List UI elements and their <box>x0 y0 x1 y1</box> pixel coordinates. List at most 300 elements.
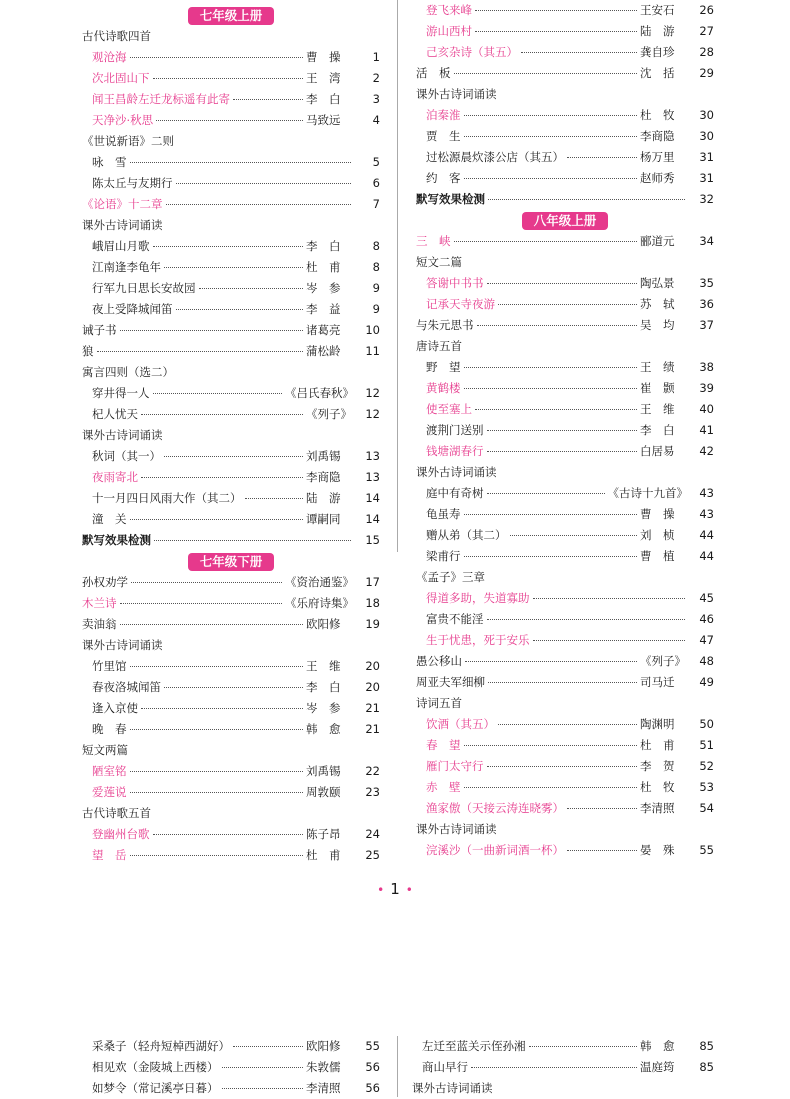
entry-page: 8 <box>372 239 380 253</box>
entry-title: 黄鹤楼 <box>426 381 461 395</box>
toc-entry[interactable] <box>82 467 380 488</box>
entry-title: 与朱元思书 <box>416 318 474 332</box>
toc-entry[interactable] <box>416 378 714 399</box>
entry-author: 吴 均 <box>640 318 675 332</box>
section-heading: 寓言四则（选二） <box>82 365 174 379</box>
entry-title: 过松源晨炊漆公店（其五） <box>426 150 564 164</box>
entry-page: 10 <box>365 323 380 337</box>
section-heading: 短文两篇 <box>82 743 128 757</box>
dot-leader <box>131 581 282 583</box>
entry-author: 马致远 <box>306 113 341 127</box>
toc-entry[interactable] <box>82 677 380 698</box>
toc-entry[interactable] <box>82 320 380 341</box>
toc-entry[interactable] <box>82 1057 380 1078</box>
entry-page: 1 <box>372 50 380 64</box>
bottom-column-divider <box>397 1036 398 1097</box>
toc-entry[interactable] <box>82 782 380 803</box>
entry-author: 陶渊明 <box>640 717 675 731</box>
dot-leader <box>487 618 686 620</box>
section-heading: 课外古诗词诵读 <box>82 638 163 652</box>
entry-title: 得道多助，失道寡助 <box>426 591 530 605</box>
entry-page: 23 <box>365 785 380 799</box>
dot-leader <box>567 156 637 158</box>
section-heading: 《孟子》三章 <box>416 570 485 584</box>
toc-entry[interactable] <box>82 404 380 425</box>
entry-title: 陈太丘与友期行 <box>92 176 173 190</box>
entry-page: 44 <box>699 528 714 542</box>
section-heading: 诗词五首 <box>416 696 462 710</box>
entry-author: 王 维 <box>306 659 341 673</box>
entry-author: 刘禹锡 <box>306 449 341 463</box>
toc-entry[interactable] <box>416 714 714 735</box>
entry-page: 27 <box>699 24 714 38</box>
entry-author: 陈子昂 <box>306 827 341 841</box>
dot-leader <box>498 723 637 725</box>
entry-title: 闻王昌龄左迁龙标遥有此寄 <box>92 92 230 106</box>
toc-entry[interactable] <box>82 698 380 719</box>
toc-entry[interactable] <box>416 63 714 84</box>
dot-leader <box>521 51 637 53</box>
dot-leader <box>164 266 303 268</box>
toc-entry[interactable] <box>82 530 380 551</box>
entry-author: 谭嗣同 <box>306 512 341 526</box>
column-divider <box>397 0 398 552</box>
entry-title: 生于忧患，死于安乐 <box>426 633 530 647</box>
section-heading: 课外古诗词诵读 <box>416 87 497 101</box>
toc-entry[interactable] <box>82 614 380 635</box>
dot-leader <box>464 114 638 116</box>
toc-entry[interactable] <box>416 588 714 609</box>
entry-page: 15 <box>365 533 380 547</box>
entry-page: 28 <box>699 45 714 59</box>
entry-page: 30 <box>699 108 714 122</box>
toc-entry[interactable] <box>416 840 714 861</box>
entry-title: 春 望 <box>426 738 461 752</box>
dot-leader <box>199 287 304 289</box>
toc-entry[interactable] <box>82 719 380 740</box>
entry-page: 26 <box>699 3 714 17</box>
toc-entry[interactable] <box>416 777 714 798</box>
section-heading: 课外古诗词诵读 <box>82 218 163 232</box>
entry-title: 周亚夫军细柳 <box>416 675 485 689</box>
entry-author: 王安石 <box>640 3 675 17</box>
toc-entry[interactable] <box>82 1036 380 1057</box>
toc-entry[interactable] <box>82 824 380 845</box>
entry-title: 诫子书 <box>82 323 117 337</box>
toc-entry[interactable] <box>416 546 714 567</box>
dot-leader <box>487 492 605 494</box>
entry-title: 采桑子（轻舟短棹西湖好） <box>92 1039 230 1053</box>
toc-entry[interactable] <box>416 441 714 462</box>
toc-entry[interactable] <box>416 105 714 126</box>
star-icon: • <box>405 883 413 897</box>
entry-page: 35 <box>699 276 714 290</box>
toc-entry[interactable] <box>416 189 714 210</box>
entry-title: 泊秦淮 <box>426 108 461 122</box>
entry-title: 渔家傲（天接云涛连晓雾） <box>426 801 564 815</box>
entry-author: 欧阳修 <box>306 617 341 631</box>
toc-entry[interactable] <box>416 168 714 189</box>
entry-author: 李 白 <box>306 680 341 694</box>
toc-entry[interactable] <box>82 656 380 677</box>
dot-leader <box>510 534 638 536</box>
toc-entry[interactable] <box>82 68 380 89</box>
toc-entry[interactable] <box>82 173 380 194</box>
entry-title: 峨眉山月歌 <box>92 239 150 253</box>
entry-author: 温庭筠 <box>640 1060 675 1074</box>
toc-entry[interactable] <box>416 630 714 651</box>
page-number <box>0 880 790 898</box>
entry-title: 十一月四日风雨大作（其二） <box>92 491 242 505</box>
toc-entry[interactable] <box>416 126 714 147</box>
entry-title: 赠从弟（其二） <box>426 528 507 542</box>
entry-title: 钱塘湖春行 <box>426 444 484 458</box>
toc-entry[interactable] <box>416 504 714 525</box>
entry-author: 《资治通鉴》 <box>285 575 354 589</box>
toc-entry[interactable] <box>82 488 380 509</box>
dot-leader <box>141 476 303 478</box>
toc-entry[interactable] <box>416 735 714 756</box>
entry-author: 周敦颐 <box>306 785 341 799</box>
entry-author: 李 白 <box>306 92 341 106</box>
entry-title: 春夜洛城闻笛 <box>92 680 161 694</box>
entry-page: 48 <box>699 654 714 668</box>
toc-entry[interactable] <box>82 278 380 299</box>
entry-title: 竹里馆 <box>92 659 127 673</box>
toc-entry[interactable] <box>416 315 714 336</box>
entry-page: 30 <box>699 129 714 143</box>
entry-page: 56 <box>365 1060 380 1074</box>
entry-title: 登飞来峰 <box>426 3 472 17</box>
entry-page: 45 <box>699 591 714 605</box>
entry-page: 12 <box>365 407 380 421</box>
entry-page: 42 <box>699 444 714 458</box>
entry-title: 晚 春 <box>92 722 127 736</box>
entry-title: 活 板 <box>416 66 451 80</box>
dot-leader <box>464 135 638 137</box>
entry-title: 赤 壁 <box>426 780 461 794</box>
toc-entry[interactable] <box>82 509 380 530</box>
entry-page: 34 <box>699 234 714 248</box>
toc-entry[interactable] <box>416 357 714 378</box>
toc-entry[interactable] <box>416 273 714 294</box>
entry-author: 蒲松龄 <box>306 344 341 358</box>
entry-page: 47 <box>699 633 714 647</box>
entry-title: 愚公移山 <box>416 654 462 668</box>
entry-page: 21 <box>365 701 380 715</box>
section-heading: 课外古诗词诵读 <box>412 1081 493 1095</box>
dot-leader <box>176 182 352 184</box>
entry-title: 梁甫行 <box>426 549 461 563</box>
entry-title: 观沧海 <box>92 50 127 64</box>
dot-leader <box>97 350 304 352</box>
entry-author: 李清照 <box>640 801 675 815</box>
entry-page: 6 <box>372 176 380 190</box>
toc-entry[interactable] <box>416 21 714 42</box>
dot-leader <box>454 72 638 74</box>
entry-page: 2 <box>372 71 380 85</box>
toc-entry[interactable] <box>416 609 714 630</box>
toc-entry[interactable] <box>416 399 714 420</box>
toc-entry[interactable] <box>82 593 380 614</box>
entry-title: 潼 关 <box>92 512 127 526</box>
entry-author: 王 湾 <box>306 71 341 85</box>
entry-author: 李 白 <box>640 423 675 437</box>
entry-author: 杨万里 <box>640 150 675 164</box>
dot-leader <box>487 765 638 767</box>
section-heading: 课外古诗词诵读 <box>416 822 497 836</box>
entry-title: 相见欢（金陵城上西楼） <box>92 1060 219 1074</box>
entry-title: 饮酒（其五） <box>426 717 495 731</box>
toc-entry[interactable] <box>416 483 714 504</box>
entry-page: 21 <box>365 722 380 736</box>
entry-author: 李商隐 <box>640 129 675 143</box>
entry-author: 欧阳修 <box>306 1039 341 1053</box>
entry-title: 行军九日思长安故园 <box>92 281 196 295</box>
toc-entry[interactable] <box>82 152 380 173</box>
entry-page: 12 <box>365 386 380 400</box>
toc-entry[interactable] <box>82 341 380 362</box>
dot-leader <box>529 1045 638 1047</box>
entry-page: 7 <box>372 197 380 211</box>
entry-title: 记承天寺夜游 <box>426 297 495 311</box>
dot-leader <box>120 602 283 604</box>
dot-leader <box>487 282 638 284</box>
toc-entry[interactable] <box>82 257 380 278</box>
entry-title: 次北固山下 <box>92 71 150 85</box>
entry-page: 18 <box>365 596 380 610</box>
entry-page: 9 <box>372 281 380 295</box>
entry-title: 杞人忧天 <box>92 407 138 421</box>
entry-page: 53 <box>699 780 714 794</box>
toc-entry[interactable] <box>82 236 380 257</box>
dot-leader <box>153 833 304 835</box>
entry-page: 17 <box>365 575 380 589</box>
entry-title: 爱莲说 <box>92 785 127 799</box>
toc-entry[interactable] <box>416 798 714 819</box>
dot-leader <box>487 429 638 431</box>
entry-author: 诸葛亮 <box>306 323 341 337</box>
dot-leader <box>567 807 637 809</box>
toc-entry[interactable] <box>416 294 714 315</box>
entry-title: 秋词（其一） <box>92 449 161 463</box>
toc-entry[interactable] <box>416 42 714 63</box>
entry-author: 刘禹锡 <box>306 764 341 778</box>
entry-page: 13 <box>365 449 380 463</box>
toc-entry[interactable] <box>416 0 714 21</box>
toc-bottom-right-column <box>412 1036 714 1099</box>
entry-page: 8 <box>372 260 380 274</box>
toc-entry[interactable] <box>82 1078 380 1099</box>
entry-page: 31 <box>699 171 714 185</box>
entry-author: 曹 操 <box>640 507 675 521</box>
entry-author: 司马迁 <box>640 675 675 689</box>
entry-page: 40 <box>699 402 714 416</box>
entry-page: 56 <box>365 1081 380 1095</box>
entry-author: 韩 愈 <box>306 722 341 736</box>
toc-entry[interactable] <box>82 845 380 866</box>
entry-author: 曹 植 <box>640 549 675 563</box>
entry-page: 55 <box>699 843 714 857</box>
dot-leader <box>488 198 685 200</box>
dot-leader <box>475 9 637 11</box>
entry-title: 夜上受降城闻笛 <box>92 302 173 316</box>
dot-leader <box>130 665 304 667</box>
entry-page: 29 <box>699 66 714 80</box>
dot-leader <box>233 1045 303 1047</box>
entry-title: 天净沙·秋思 <box>92 113 154 127</box>
entry-page: 39 <box>699 381 714 395</box>
toc-entry[interactable] <box>416 525 714 546</box>
entry-title: 江南逢李龟年 <box>92 260 161 274</box>
dot-leader <box>488 681 637 683</box>
dot-leader <box>120 623 304 625</box>
toc-entry[interactable] <box>416 756 714 777</box>
entry-page: 11 <box>365 344 380 358</box>
entry-author: 李清照 <box>306 1081 341 1095</box>
dot-leader <box>130 518 304 520</box>
entry-page: 19 <box>365 617 380 631</box>
dot-leader <box>130 161 352 163</box>
toc-entry[interactable] <box>412 1036 714 1057</box>
toc-entry[interactable] <box>416 672 714 693</box>
dot-leader <box>130 770 304 772</box>
entry-page: 22 <box>365 764 380 778</box>
entry-page: 14 <box>365 512 380 526</box>
entry-author: 陆 游 <box>640 24 675 38</box>
entry-page: 52 <box>699 759 714 773</box>
entry-author: 《古诗十九首》 <box>607 486 688 500</box>
toc-entry[interactable] <box>416 651 714 672</box>
entry-page: 55 <box>365 1039 380 1053</box>
entry-author: 苏 轼 <box>640 297 675 311</box>
entry-title: 如梦令（常记溪亭日暮） <box>92 1081 219 1095</box>
entry-title: 雁门太守行 <box>426 759 484 773</box>
toc-entry[interactable] <box>412 1057 714 1078</box>
toc-entry[interactable] <box>82 299 380 320</box>
entry-author: 曹 操 <box>306 50 341 64</box>
dot-leader <box>130 854 304 856</box>
dot-leader <box>454 240 638 242</box>
entry-author: 沈 括 <box>640 66 675 80</box>
entry-title: 游山西村 <box>426 24 472 38</box>
entry-author: 杜 牧 <box>640 780 675 794</box>
entry-title: 夜雨寄北 <box>92 470 138 484</box>
toc-entry[interactable] <box>82 761 380 782</box>
dot-leader <box>233 98 303 100</box>
toc-entry[interactable] <box>82 383 380 404</box>
entry-title: 浣溪沙（一曲新词酒一杯） <box>426 843 564 857</box>
dot-leader <box>464 513 638 515</box>
entry-author: 王 维 <box>640 402 675 416</box>
entry-title: 约 客 <box>426 171 461 185</box>
entry-title: 野 望 <box>426 360 461 374</box>
dot-leader <box>487 450 638 452</box>
toc-entry[interactable] <box>82 89 380 110</box>
entry-author: 杜 甫 <box>306 848 341 862</box>
toc-entry[interactable] <box>416 147 714 168</box>
dot-leader <box>166 203 352 205</box>
entry-author: 岑 参 <box>306 281 341 295</box>
dot-leader <box>130 728 304 730</box>
entry-author: 李 贺 <box>640 759 675 773</box>
entry-page: 38 <box>699 360 714 374</box>
entry-page: 20 <box>365 659 380 673</box>
entry-page: 41 <box>699 423 714 437</box>
entry-page: 43 <box>699 486 714 500</box>
entry-title: 答谢中书书 <box>426 276 484 290</box>
page-number-value: 1 <box>390 880 400 898</box>
entry-author: 李 益 <box>306 302 341 316</box>
dot-leader <box>464 555 638 557</box>
entry-title: 富贵不能淫 <box>426 612 484 626</box>
dot-leader <box>464 366 638 368</box>
entry-author: 岑 参 <box>306 701 341 715</box>
dot-leader <box>120 329 304 331</box>
entry-title: 望 岳 <box>92 848 127 862</box>
grade-label: 七年级上册 <box>188 7 275 25</box>
section-heading: 唐诗五首 <box>416 339 462 353</box>
section-heading: 古代诗歌四首 <box>82 29 151 43</box>
entry-title: 商山早行 <box>422 1060 468 1074</box>
dot-leader <box>245 497 304 499</box>
entry-title: 贾 生 <box>426 129 461 143</box>
toc-right-column <box>416 0 714 861</box>
toc-entry[interactable] <box>82 446 380 467</box>
entry-author: 赵师秀 <box>640 171 675 185</box>
dot-leader <box>567 849 637 851</box>
dot-leader <box>222 1087 304 1089</box>
toc-entry[interactable] <box>82 47 380 68</box>
dot-leader <box>153 392 283 394</box>
entry-page: 54 <box>699 801 714 815</box>
entry-page: 49 <box>699 675 714 689</box>
toc-entry[interactable] <box>82 572 380 593</box>
dot-leader <box>164 686 303 688</box>
entry-page: 24 <box>365 827 380 841</box>
entry-title: 三 峡 <box>416 234 451 248</box>
entry-page: 25 <box>365 848 380 862</box>
dot-leader <box>465 660 637 662</box>
entry-title: 咏 雪 <box>92 155 127 169</box>
entry-title: 逢入京使 <box>92 701 138 715</box>
grade-heading <box>82 5 380 26</box>
entry-page: 20 <box>365 680 380 694</box>
grade-heading <box>416 210 714 231</box>
dot-leader <box>477 324 638 326</box>
entry-page: 4 <box>372 113 380 127</box>
entry-author: 《列子》 <box>640 654 686 668</box>
entry-author: 《吕氏春秋》 <box>285 386 354 400</box>
entry-title: 孙权劝学 <box>82 575 128 589</box>
entry-title: 默写效果检测 <box>82 533 151 547</box>
entry-page: 51 <box>699 738 714 752</box>
entry-author: 崔 颢 <box>640 381 675 395</box>
entry-author: 王 绩 <box>640 360 675 374</box>
dot-leader <box>130 791 304 793</box>
entry-author: 杜 甫 <box>640 738 675 752</box>
toc-entry[interactable] <box>82 194 380 215</box>
toc-entry[interactable] <box>416 420 714 441</box>
dot-leader <box>154 539 351 541</box>
entry-author: 晏 殊 <box>640 843 675 857</box>
entry-page: 9 <box>372 302 380 316</box>
entry-title: 使至塞上 <box>426 402 472 416</box>
dot-leader <box>130 56 304 58</box>
toc-entry[interactable] <box>82 110 380 131</box>
toc-entry[interactable] <box>416 231 714 252</box>
section-heading: 课外古诗词诵读 <box>82 428 163 442</box>
